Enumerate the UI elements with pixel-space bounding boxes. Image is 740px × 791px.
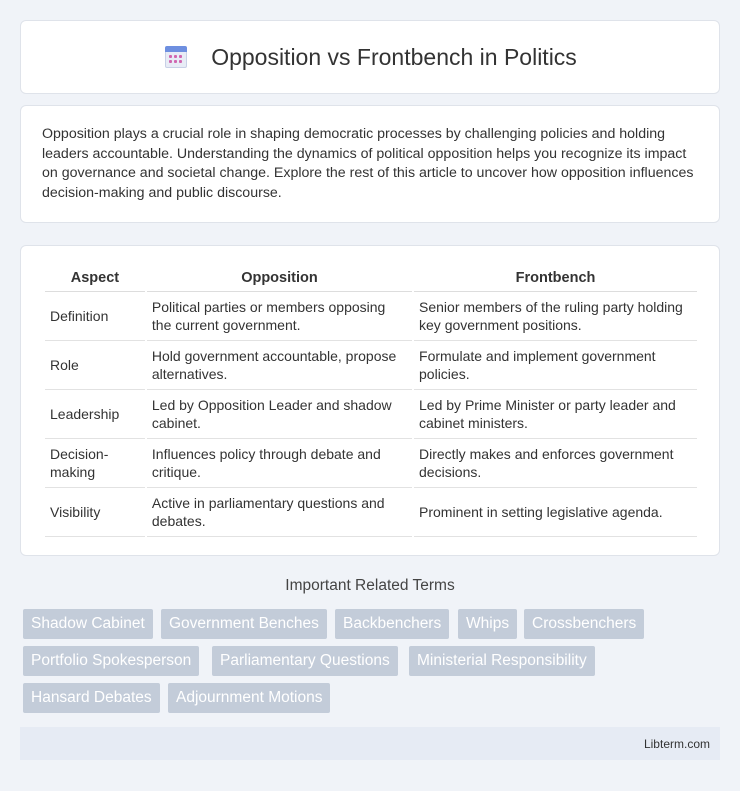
- cell-frontbench: Directly makes and enforces government decisions.: [414, 439, 697, 488]
- cell-frontbench: Senior members of the ruling party holding key government positions.: [414, 292, 697, 341]
- tag-portfolio-spokesperson[interactable]: Portfolio Spokesperson: [23, 646, 199, 676]
- related-terms-title: Important Related Terms: [285, 577, 455, 594]
- page-header: [20, 20, 720, 94]
- cell-frontbench: Prominent in setting legislative agenda.: [414, 488, 697, 537]
- tag-whips[interactable]: Whips: [458, 609, 517, 639]
- footer: [20, 727, 720, 760]
- comparison-table: [43, 264, 699, 537]
- cell-opposition: Led by Opposition Leader and shadow cabinet.: [147, 390, 412, 439]
- cell-aspect: Role: [45, 341, 145, 390]
- cell-aspect: Leadership: [45, 390, 145, 439]
- tag-hansard-debates[interactable]: Hansard Debates: [23, 683, 160, 713]
- page-title: Opposition vs Frontbench in Politics: [211, 43, 577, 70]
- table-row: [45, 439, 697, 488]
- cell-opposition: Active in parliamentary questions and debates.: [147, 488, 412, 537]
- header-opposition: Opposition: [147, 264, 412, 292]
- tag-crossbenchers[interactable]: Crossbenchers: [524, 609, 644, 639]
- intro-paragraph: Opposition plays a crucial role in shaping democratic processes by challenging policies and holding leaders accountable. Understanding the dynamics of political opposition helps you recognize its impact on governance and societal change. Explore the rest of this article to uncover how opposition influences decision-making and public discourse.: [20, 105, 720, 223]
- cell-aspect: Visibility: [45, 488, 145, 537]
- cell-opposition: Hold government accountable, propose alternatives.: [147, 341, 412, 390]
- cell-aspect: Decision-making: [45, 439, 145, 488]
- table-row: [45, 390, 697, 439]
- tag-shadow-cabinet[interactable]: Shadow Cabinet: [23, 609, 153, 639]
- cell-frontbench: Formulate and implement government policies.: [414, 341, 697, 390]
- table-row: [45, 488, 697, 537]
- cell-aspect: Definition: [45, 292, 145, 341]
- tag-government-benches[interactable]: Government Benches: [161, 609, 327, 639]
- comparison-table-card: [20, 245, 720, 556]
- tag-parliamentary-questions[interactable]: Parliamentary Questions: [212, 646, 398, 676]
- cell-opposition: Political parties or members opposing the current government.: [147, 292, 412, 341]
- tag-adjournment-motions[interactable]: Adjournment Motions: [168, 683, 330, 713]
- header-frontbench: Frontbench: [414, 264, 697, 292]
- cell-opposition: Influences policy through debate and critique.: [147, 439, 412, 488]
- cell-frontbench: Led by Prime Minister or party leader and cabinet ministers.: [414, 390, 697, 439]
- tag-backbenchers[interactable]: Backbenchers: [335, 609, 449, 639]
- footer-site-link[interactable]: Libterm.com: [643, 736, 710, 751]
- calendar-icon: [163, 44, 189, 70]
- header-aspect: Aspect: [45, 264, 145, 292]
- table-header-row: [45, 264, 697, 292]
- table-row: [45, 292, 697, 341]
- table-row: [45, 341, 697, 390]
- tag-ministerial-responsibility[interactable]: Ministerial Responsibility: [409, 646, 595, 676]
